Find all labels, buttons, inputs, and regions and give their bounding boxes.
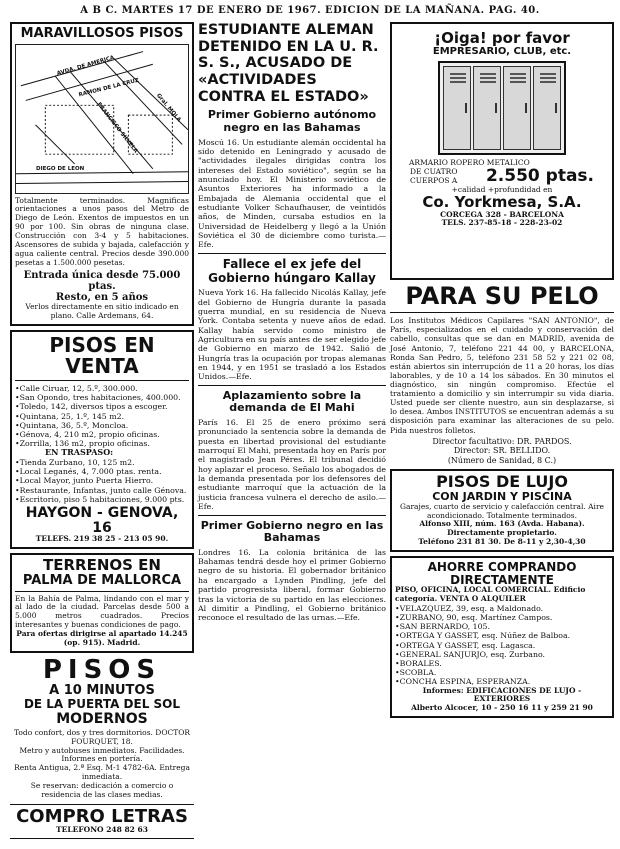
ad-quality: +calidad +profundidad en — [451, 184, 553, 194]
article-headline: Aplazamiento sobre la demanda de El Mahi — [222, 388, 362, 415]
ad-body: Totalmente terminados. Magnificas orientaciones a unos pasos del Metro de Diego de León. Exentos de impuestos en un 90 por 100. Sin obras de ninguna clase. Construcción con 3-4 y 5 habitaciones. Ascensores de subida y bajada, calefacción y agua caliente central. Precios desde 390.000 pesetas a 1.500.000 pesetas. — [15, 195, 189, 267]
ad-title: PISOS EN VENTA — [49, 333, 155, 379]
divider — [198, 385, 386, 386]
ad-body: En la Bahía de Palma, lindando con el mar y al lado de la ciudad. Parcelas desde 500 a 5.000 metros cuadrados. Precios interesantes y buenas condiciones de pago. — [15, 593, 189, 630]
ad-numero: (Número de Sanidad, 8 C.) — [447, 455, 557, 465]
ad-phone: Teléfono 231 81 30. De 8-11 y 2,30-4,30 — [418, 537, 586, 547]
locker-door — [473, 66, 501, 150]
list-item: • SCOBLA. — [395, 668, 609, 677]
firm-name: HAYGON - GENOVA, 16 — [25, 504, 179, 536]
ad-desc-2: DE CUATRO CUERPOS A — [409, 167, 458, 186]
list-item: • Calle Ciruar, 12, 5.º, 300.000. — [15, 384, 189, 393]
article-headline: Fallece el ex jefe del Gobierno húngaro Kallay — [208, 256, 376, 285]
divider — [390, 312, 614, 313]
divider — [15, 380, 189, 381]
column-middle — [198, 22, 386, 623]
ad-body: Los Institutos Médicos Capilares "SAN ANTONIO", de París, especializados en el cuidado y conservación del cabello, consultas que se dan en MADRID, avenida de José Antonio, 7, teléfono 221 44 00, y BARCELONA, Ronda San Pedro, 5, teléfono 231 58 52 y 221 02 08, están abiertos sin interrupción de 11 a 20 horas, los días laborables, y de 10 a 14 los sábados. En 30 minutos el diagnóstico, sin ningún compromiso. Efectúe el tratamiento a domicilio y sin interrumpir su vida diaria. Usted puede ser cliente nuestro, aun sin desplazarse, si lo desea. Ambos INSTITUTOS se encuentran además a su disposición para examinar las alteraciones de su pelo. Pida nuestros folletos. — [390, 316, 614, 435]
article-headline: Primer Gobierno negro en las Bahamas — [200, 518, 384, 545]
list-item: • Génova, 4, 210 m2, propio oficinas. — [15, 430, 189, 439]
ad-pisos-venta — [10, 330, 194, 549]
article-estudiante — [198, 22, 386, 250]
ad-title: COMPRO LETRAS — [16, 805, 188, 827]
article-el-mahi — [198, 390, 386, 512]
ad-line-a: A 10 MINUTOS — [49, 682, 155, 698]
locker-door — [503, 66, 531, 150]
ad-director-2: Director: SR. BELLIDO. — [453, 446, 551, 456]
divider — [198, 253, 386, 254]
ad-footer-1: Informes: EDIFICACIONES DE LUJO - EXTERIORES — [422, 685, 582, 704]
ad-footer-2: Alberto Alcocer, 10 - 250 16 11 y 259 21 90 — [411, 703, 593, 713]
ad-director: Director facultativo: DR. PARDOS. — [432, 436, 572, 446]
ad-body: Garajes, cuarto de servicio y calefacción central. Aire acondicionado. Totalmente terminados. — [400, 501, 604, 520]
property-list — [395, 604, 609, 687]
list-item: • ORTEGA Y GASSET, esq. Lagasca. — [395, 641, 609, 650]
street-label: DIEGO DE LEON — [36, 165, 85, 172]
traspaso-list — [15, 458, 189, 504]
list-item: • VELAZQUEZ, 39, esq. a Maldonado. — [395, 604, 609, 613]
list-item: • San Opondo, tres habitaciones, 400.000. — [15, 393, 189, 402]
ad-body-2: Metro y autobuses inmediatos. Facilidades. Informes en portería. — [19, 745, 185, 764]
column-left — [10, 22, 194, 843]
ad-title-2: PALMA DE MALLORCA — [22, 572, 182, 588]
ad-para-su-pelo — [390, 284, 614, 465]
list-item: • Tienda Zurbano, 10, 125 m2. — [15, 458, 189, 467]
list-item: • Escritorio, piso 5 habitaciones, 9.000 pts. — [15, 495, 189, 504]
column-right — [390, 22, 614, 722]
ad-title: MARAVILLOSOS PISOS — [20, 26, 184, 41]
ad-terrenos — [10, 553, 194, 652]
ad-title: PISOS — [42, 654, 162, 685]
ad-desc-1: ARMARIO ROPERO METALICO — [409, 158, 530, 168]
list-item: • Quintana, 36, 5.º, Moncloa. — [15, 421, 189, 430]
page-header: A B C. MARTES 17 DE ENERO DE 1967. EDICION DE LA MAÑANA. PAG. 40. — [80, 5, 540, 16]
divider — [15, 591, 189, 592]
ad-pisos-sol — [10, 654, 194, 800]
street-label: RAMON DE LA CRUZ — [78, 77, 140, 99]
list-item: • BORALES. — [395, 659, 609, 668]
traspaso-title: EN TRASPASO: — [45, 447, 114, 458]
street-label: Gral. MOLA — [154, 92, 182, 123]
ad-subtitle: CON JARDIN Y PISCINA — [432, 490, 572, 504]
ad-price: 2.550 ptas. — [485, 166, 595, 187]
list-item: • GENERAL SANJURJO, esq. Zurbano. — [395, 650, 609, 659]
ad-body-3: Renta Antigua, 2.ª Esq. M-1 4782-6A. Entrega inmediata. — [14, 763, 190, 782]
ad-entrada: Entrada única desde 75.000 ptas. — [23, 270, 181, 293]
ad-title-2: DIRECTAMENTE — [450, 572, 554, 587]
ad-oiga — [390, 22, 614, 280]
street-label: AVDA. DE AMERICA — [56, 54, 116, 77]
ad-title: PARA SU PELO — [405, 282, 599, 310]
ad-footer: Verlos directamente en sitio indicado en plano. Calle Ardemans, 64. — [25, 302, 179, 321]
ad-title: ¡Oiga! por favor — [434, 29, 570, 47]
ad-body-4: Se reservan: dedicación a comercio o residencia de las clases medias. — [30, 780, 174, 799]
ad-intro: PISO, OFICINA, LOCAL COMERCIAL. Edificio categoría. VENTA O ALQUILER — [395, 585, 586, 603]
article-body: Nueva York 16. Ha fallecido Nicolás Kallay, jefe del Gobierno de Hungría durante la pasada guerra mundial, en su residencia de Nueva York. Contaba setenta y nueve años de edad. Kallay había servido como ministro de Agricultura en su país antes de ser elegido jefe de Gobierno en marzo de 1942. Salió de Hungría tras la ocupación por tropas alemanas en 1944, y en 1951 se trasladó a los Estados Unidos.—Efe. — [198, 288, 387, 382]
ad-subtitle: EMPRESARIO, CLUB, etc. — [432, 45, 572, 57]
article-kallay — [198, 258, 386, 382]
list-item: • SAN BERNARDO, 105. — [395, 622, 609, 631]
article-body: París 16. El 25 de enero próximo será pronunciado la sentencia sobre la demanda de puesta en libertad provisional del estudiante marroquí El Mahi, presentada hoy en París por el magistrado Jean Péres. El tribunal decidió hoy aplazar el proceso. Señalo los abogados de la demanda presentada por los defensores del estudiante marroquí que la actuación de la justicia francesa vulnera el derecho de asilo.—Efe. — [198, 418, 386, 512]
ad-ahorre — [390, 556, 614, 718]
list-item: • CONCHA ESPINA, ESPERANZA. — [395, 677, 609, 686]
ad-title: TERRENOS EN — [43, 556, 161, 575]
ad-resto: Resto, en 5 años — [55, 292, 149, 304]
list-item: • Local Leganés, 4, 7.000 ptas. renta. — [15, 467, 189, 476]
article-body: Moscú 16. Un estudiante alemán occidental ha sido detenido en Leningrado y acusado de "actividades ilegales dirigidas contra los intereses del Estado soviético", según se ha anunciado hoy. El Ministerio soviético de Asuntos Exteriores ha informado a la Embajada de Alemania occidental que el estudiante Volker Schaufhauser, de veintidós años, de Minden, cursaba estudios en la Universidad de Heidelberg y llegó a la Unión Soviética el 30 de diciembre como turista.—Efe. — [198, 137, 386, 250]
list-item: • Quintana, 25, 1.º, 145 m2. — [15, 412, 189, 421]
divider — [198, 515, 386, 516]
list-item: • Toledo, 142, diversos tipos a escoger. — [15, 402, 189, 411]
ad-title: PISOS DE LUJO — [436, 472, 568, 492]
locker-door — [443, 66, 471, 150]
ad-address: Alfonso XIII, núm. 163 (Avda. Habana). Directamente propietario. — [419, 519, 585, 538]
ad-address: CORCEGA 328 - BARCELONA — [440, 209, 564, 219]
ad-pisos-lujo — [390, 469, 614, 552]
article-subheadline: Primer Gobierno autónomo negro en las Bahamas — [207, 108, 377, 134]
ad-modernos: MODERNOS — [56, 711, 148, 728]
listing-list — [15, 384, 189, 448]
list-item: • Zorrilla, 136 m2, propio oficinas. — [15, 439, 189, 448]
firm-phones: TELEFS. 219 38 25 - 213 05 90. — [35, 534, 169, 544]
ad-compro-letras — [10, 804, 194, 840]
street-map — [15, 44, 189, 194]
street-label: FRANCISCO SILVELA — [95, 101, 139, 154]
list-item: • Restaurante, Infantas, junto calle Génova. — [15, 486, 189, 495]
ad-title: AHORRE COMPRANDO — [427, 559, 577, 574]
ad-tels: TELS. 237-85-18 - 228-23-02 — [441, 218, 563, 228]
ad-contact: Para ofertas dirigirse al apartado 14.245 (op. 915). Madrid. — [16, 628, 188, 647]
ad-maravillosos-pisos — [10, 22, 194, 326]
article-body: Londres 16. La colonia británica de las Bahamas tendrá desde hoy el primer Gobierno negro de su historia. El gobernador británico ha encargado a Lynden Pindling, jefe del partido progresista liberal, formar Gobierno tras la victoria de su partido en las elecciones. Al dimitir a Pindling, el Gobierno británico reconoce el resultado de las urnas.—Efe. — [198, 547, 386, 623]
locker-illustration — [395, 61, 609, 155]
ad-phone: TELEFONO 248 82 63 — [56, 825, 148, 835]
ad-body-1: Todo confort, dos y tres dormitorios. DOCTOR FOURQUET, 18. — [13, 727, 191, 746]
article-bahamas — [198, 520, 386, 623]
locker-door — [533, 66, 561, 150]
list-item: • Local Mayor, junto Puerta Hierro. — [15, 476, 189, 485]
ad-line-b: DE LA PUERTA DEL SOL — [23, 696, 181, 711]
list-item: • ZURBANO, 90, esq. Martínez Campos. — [395, 613, 609, 622]
list-item: • ORTEGA Y GASSET, esq. Núñez de Balboa. — [395, 631, 609, 640]
ad-firm: Co. Yorkmesa, S.A. — [422, 192, 582, 211]
article-headline: ESTUDIANTE ALEMAN DETENIDO EN LA U. R. S. S., ACUSADO DE «ACTIVIDADES CONTRA EL ESTADO» — [198, 22, 379, 105]
locker-icon — [438, 61, 566, 155]
